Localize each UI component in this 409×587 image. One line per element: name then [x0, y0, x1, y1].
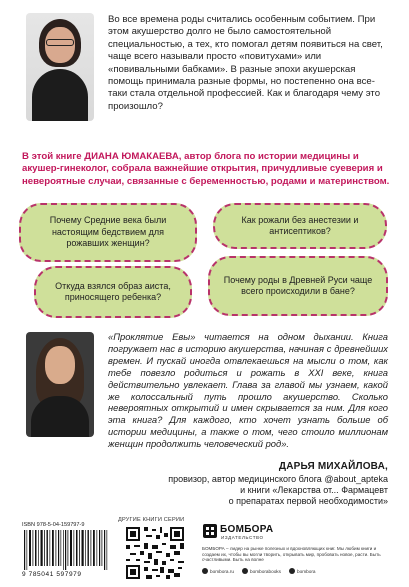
book-summary-highlight: В этой книге ДИАНА ЮМАКАЕВА, автор блога по истории медицины и акушер-гинеколог, собрала важнейшие открытия, причудливые суеверия и невероятные случаи, связанные с беременностью, родами и материнством. — [22, 151, 390, 187]
reviewer-credentials-line: провизор, автор медицинского блога @about_apteka — [168, 474, 388, 484]
social-link-1[interactable] — [242, 568, 281, 574]
question-bubble-anesthesia — [213, 203, 387, 249]
website-label: bombora.ru — [210, 568, 234, 574]
website-link[interactable] — [202, 568, 234, 574]
barcode-icon — [22, 530, 114, 570]
social-link-2[interactable] — [289, 568, 316, 574]
reviewer-credentials-line: и книги «Лекарства от... Фармацевт — [240, 485, 388, 496]
question-text: Почему Средние века были настоящим бедствием для рожавших женщин? — [49, 215, 167, 249]
reviewer-photo — [26, 332, 94, 437]
question-text: Как рожали без анестезии и антисептиков? — [241, 214, 359, 236]
reviewer-name: ДАРЬЯ МИХАЙЛОВА, — [278, 461, 388, 472]
review-quote: «Проклятие Евы» читается на одном дыхании. Книга погружает нас в историю акушерства, начиная с древнейших времен. И пускай иногда отвлекаешься на мысли о том, как тебе повезло родиться и рожать в XXI веке, книга действительно увлекает. Глава за главой мы узнаем, какой же колоссальный путь прошло акушерство. Сколько невероятных открытий и имен скрывается за ним. Для кого эта книга? Для каждого, кто хочет узнать больше об истории медицины, а также о том, чего стоило миллионам женщин продолжить человеческий род». — [108, 331, 388, 450]
question-bubble-middle-ages — [19, 203, 197, 262]
publisher-name: БОМБОРА — [220, 524, 274, 535]
publisher-description: БОМБОРА – лидер на рынке полезных и вдохновляющих книг. Мы любим книги и создаем их, чтобы вы могли творить, открывать мир, пробовать новое, расти. Быть счастливыми. Быть на волне — [202, 546, 381, 563]
question-bubble-bathhouse — [208, 256, 388, 316]
globe-icon — [202, 568, 208, 574]
question-text: Откуда взялся образ аиста, приносящего ребенка? — [55, 280, 171, 302]
isbn-text: ISBN 978-5-04-159797-9 — [22, 522, 85, 528]
series-label: ДРУГИЕ КНИГИ СЕРИИ — [118, 517, 185, 523]
publisher-subtitle: ИЗДАТЕЛЬСТВО — [221, 535, 264, 540]
qr-code-icon — [126, 527, 184, 579]
social-label: bomborabooks — [249, 568, 281, 574]
bombora-logo-icon — [202, 523, 218, 539]
publisher-socials — [202, 568, 394, 574]
reviewer-credentials — [108, 474, 388, 508]
social-label: bombora — [297, 568, 316, 574]
reviewer-credentials-line: о препаратах первой необходимости» — [228, 496, 388, 507]
author-intro-text: Во все времена роды считались особенным событием. При этом акушерство долго не было самостоятельной специальностью, а тех, кто помогал детям появиться на свет, чаще всего называли просто «повитухами» или «повивальными бабками». В разные эпохи акушерская помощь принимала разные формы, но постепенно она все-таки стала отдельной профессией. Как и благодаря чему это произошло? — [108, 14, 383, 112]
barcode-digits: 9 785041 597979 — [22, 571, 82, 578]
vk-icon — [242, 568, 248, 574]
question-text: Почему роды в Древней Руси чаще всего происходили в бане? — [223, 274, 373, 296]
author-photo — [26, 13, 94, 121]
question-bubble-stork — [34, 266, 192, 318]
instagram-icon — [289, 568, 295, 574]
